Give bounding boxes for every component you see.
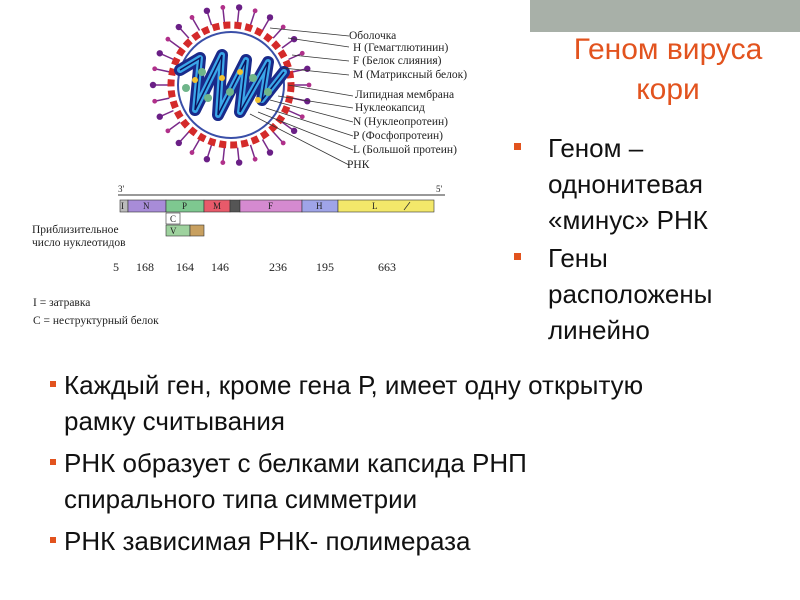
spike-head <box>281 141 286 146</box>
spike-head <box>190 15 195 20</box>
slide-title <box>548 30 788 110</box>
right-bullet-genome: Геном – однонитевая «минус» РНК <box>512 130 792 238</box>
spike-head <box>176 24 182 30</box>
bottom-bullet-list <box>40 367 780 565</box>
label-m: M (Матриксный белок) <box>353 69 468 81</box>
gene-h: H <box>316 201 323 211</box>
title-line-1: Геном вируса <box>573 33 763 66</box>
genome-end-5: 5' <box>436 184 443 194</box>
measles-virus-diagram <box>0 0 520 340</box>
label-f: F (Белок слияния) <box>353 55 442 67</box>
count-l: 663 <box>378 260 396 274</box>
spike-head <box>220 160 225 165</box>
spike-head <box>165 128 170 133</box>
spike-head <box>267 149 273 155</box>
spike-head <box>236 4 242 10</box>
spike-head <box>204 8 210 14</box>
count-p: 164 <box>176 260 194 274</box>
segment-l <box>338 200 434 212</box>
spike-head <box>236 159 242 165</box>
segment-spacer <box>230 200 240 212</box>
genome-end-3: 3' <box>118 184 125 194</box>
gene-c: C <box>170 214 177 224</box>
genome-segments <box>120 200 434 212</box>
label-n: N (Нуклеопротеин) <box>353 116 449 128</box>
bottom-bullet-rnp: РНК образует с белками капсида РНП спирального типа симметрии <box>40 445 780 517</box>
spike-head <box>157 114 163 120</box>
spike-head <box>300 114 305 119</box>
bullet-square-icon <box>50 381 56 387</box>
gene-i: I <box>121 201 124 211</box>
label-rna: РНК <box>347 159 370 171</box>
bullet-square-icon <box>50 537 56 543</box>
gene-p: P <box>182 201 188 211</box>
spike-head <box>307 83 312 88</box>
gene-v: V <box>170 226 177 236</box>
gene-l: L <box>372 201 378 211</box>
label-h: H (Гемагтлютинин) <box>353 42 449 54</box>
legend-i: I = затравка <box>33 297 91 309</box>
gene-m: M <box>213 201 222 211</box>
spike-head <box>204 156 210 162</box>
label-p: P (Фосфопротеин) <box>353 130 444 142</box>
spike-head <box>220 5 225 10</box>
label-lipid: Липидная мембрана <box>355 89 455 101</box>
bullet-square-icon <box>514 253 521 260</box>
bottom-bullet-orf: Каждый ген, кроме гена Р, имеет одну открытую рамку считывания <box>40 367 780 439</box>
label-l: L (Большой протеин) <box>353 144 457 156</box>
count-n: 168 <box>136 260 154 274</box>
spike-head <box>190 150 195 155</box>
spike-head <box>300 51 305 56</box>
title-line-2: кори <box>636 73 700 106</box>
approx-label-2: число нуклеотидов <box>32 237 126 249</box>
spike-head <box>253 8 258 13</box>
spike-head <box>253 157 258 162</box>
bullet-square-icon <box>50 459 56 465</box>
count-f: 236 <box>269 260 287 274</box>
spike-head <box>157 50 163 56</box>
label-nucleocapsid: Нуклеокапсид <box>355 102 425 114</box>
spike-head <box>152 66 157 71</box>
legend-c: С = неструктурный белок <box>33 315 159 327</box>
bottom-bullet-polymerase: РНК зависимая РНК- полимераза <box>40 523 780 559</box>
spike-head <box>267 14 273 20</box>
approx-label-1: Приблизительное <box>32 224 119 236</box>
spike-head <box>176 140 182 146</box>
label-envelope: Оболочка <box>349 30 397 42</box>
count-m: 146 <box>211 260 229 274</box>
spike-head <box>152 99 157 104</box>
right-bullet-list <box>512 130 792 350</box>
spike-head <box>165 37 170 42</box>
count-h: 195 <box>316 260 334 274</box>
gene-n: N <box>143 201 150 211</box>
right-bullet-genes: Гены расположены линейно <box>512 240 792 348</box>
spike-head <box>291 128 297 134</box>
count-i: 5 <box>113 260 119 274</box>
bullet-square-icon <box>514 143 521 150</box>
gene-f: F <box>268 201 274 211</box>
spike-head <box>281 25 286 30</box>
header-bar <box>530 0 800 32</box>
spike-head <box>150 82 156 88</box>
